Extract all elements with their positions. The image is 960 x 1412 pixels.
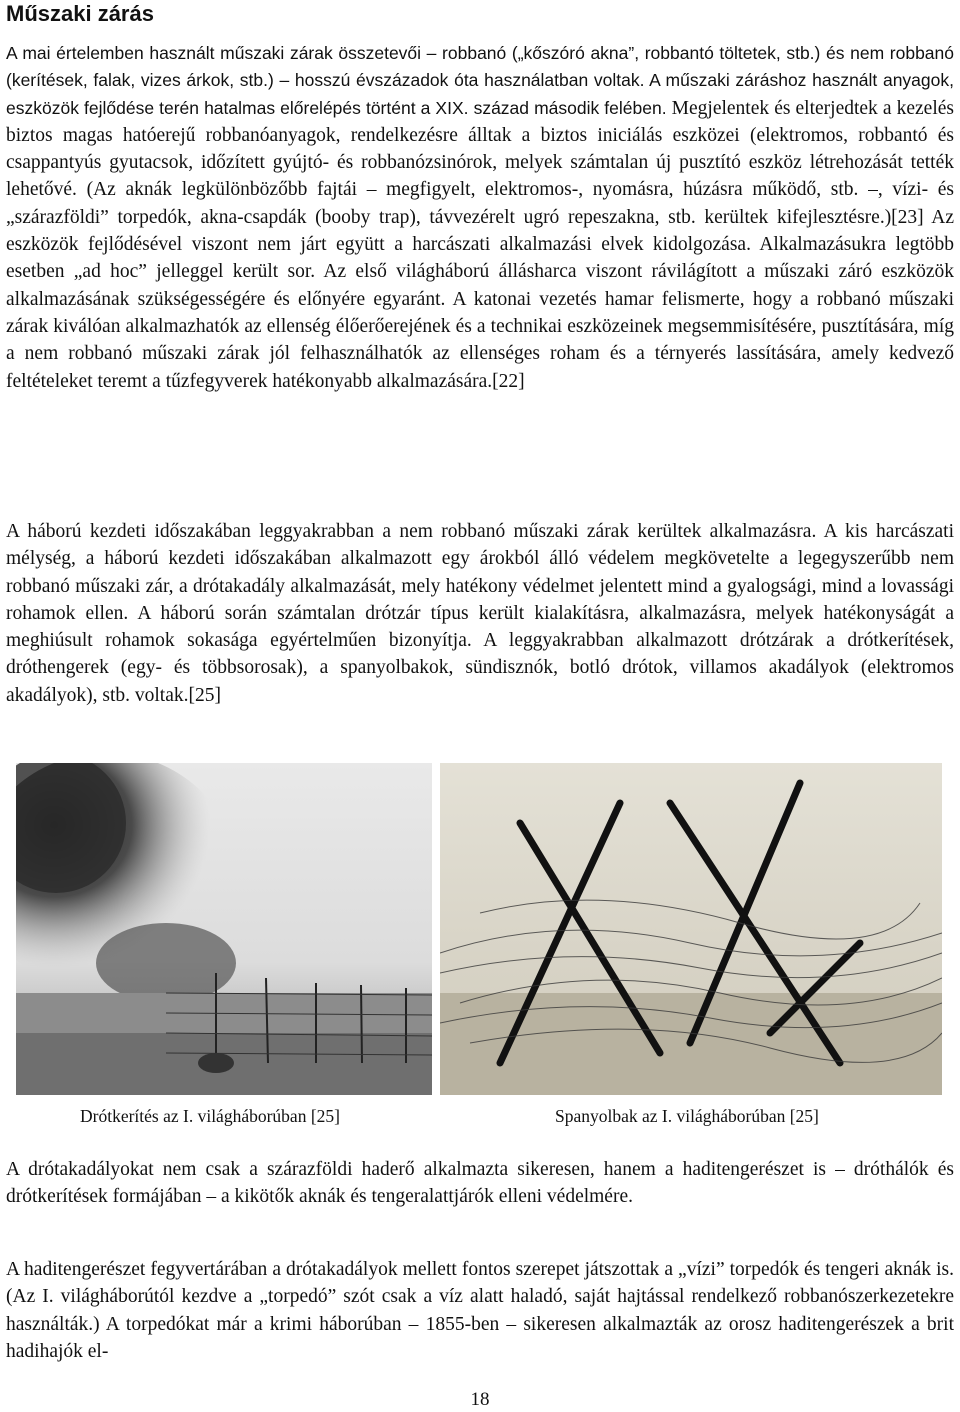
paragraph-1-sans-text: A mai értelemben használt műszaki zárak összetevői – robbanó („kőszóró akna”, robbantó töltetek, stb.) és nem robbanó (kerítések, falak, vizes árkok, stb.) – hosszú évszázadok óta használatban voltak. A műszaki záráshoz használt anyagok, eszközök fejlődése terén hatalmas előrelépés történt a XIX. század második felében. — [6, 43, 954, 118]
figure-caption-left: Drótkerítés az I. világháborúban [25] — [80, 1106, 340, 1126]
paragraph-2-text: A háború kezdeti időszakában leggyakrabban a nem robbanó műszaki zárak kerültek alkalmazásra. A kis harcászati mélység, a háború kezdeti időszakában alkalmazott egy árokból álló védelem megkövetelte a legegyszerűbb nem robbanó műszaki zár, a drótakadály alkalmazását, mely hatékony védelmet jelentett mind a gyalogsági, mind a lovassági rohamok ellen. A háború során számtalan drótzár típus került kialakításra, alkalmazásra, melyek hatékonyságát a meghiúsult rohamok sokasága egyértelműen bizonyítja. A leggyakrabban alkalmazott drótzárak a drótkerítések, dróthengerek (egy- és többsorosak), a spanyolbakok, sündisznók, botló drótok, villamos akadályok (elektromos akadályok), stb. voltak.[25] — [6, 521, 954, 706]
figure-caption-right: Spanyolbak az I. világháborúban [25] — [555, 1106, 819, 1126]
chevaux-de-frise-image — [440, 763, 942, 1095]
paragraph-1-serif-text: Megjelentek és elterjedtek a kezelés biztos magas hatóerejű robbanóanyagok, rendelkezésre álltak a biztos iniciálás eszközei (elektromos, robbantó és csappantyús gyutacsok, időzített gyújtó- és robbanózsinórok, melyek számtalan új pusztító eszköz létrehozását tették lehetővé. (Az aknák legkülönbözőbb fajtái – megfigyelt, elektromos-, nyomásra, húzásra működő, stb. –, vízi- és „szárazföldi” torpedók, akna-csapdák (booby trap), távvezérelt ugró repeszakna, stb. kerültek kifejlesztésre.)[23] Az eszközök fejlődésével viszont nem járt együtt a harcászati alkalmazási elvek kidolgozása. Alkalmazásukra legtöbb esetben „ad hoc” jelleggel került sor. Az első világháború állásharca viszont rávilágított a műszaki záró eszközök alkalmazásának szükségességére és előnyére egyaránt. A katonai vezetés hamar felismerte, hogy a robbanó műszaki zárak kiválóan alkalmazhatók az ellenség élőerőerejének és a technikai eszközeinek megsemmisítésére, pusztítására, míg a nem robbanó műszaki zárak jól felhasználhatók az ellenséges roham és a térnyerés lassítására, amely kedvező feltételeket teremt a tűzfegyverek hatékonyabb alkalmazására.[22] — [6, 97, 954, 392]
paragraph-3-text: A drótakadályokat nem csak a szárazföldi haderő alkalmazta sikeresen, hanem a haditengerészet is – dróthálók és drótkerítések formájában – a kikötők aknák és tengeralattjárók elleni védelmére. — [6, 1159, 954, 1208]
chevaux-de-frise-photo — [440, 763, 942, 1095]
section-heading: Műszaki zárás — [6, 1, 154, 26]
barbed-wire-fence-image — [16, 763, 432, 1095]
barbed-wire-fence-photo — [16, 763, 432, 1095]
page-number: 18 — [470, 1389, 490, 1410]
paragraph-4 — [6, 1256, 954, 1365]
paragraph-1 — [6, 40, 954, 395]
paragraph-2 — [6, 518, 954, 709]
paragraph-3 — [6, 1156, 954, 1211]
paragraph-4-text: A haditengerészet fegyvertárában a drótakadályok mellett fontos szerepet játszottak a „vízi” torpedók és tengeri aknák is. (Az I. világháborútól kezdve a „torpedó” szót csak a víz alatt haladó, saját hajtással rendelkező robbanószerkezetekre használták.) A torpedókat már a krimi háborúban – 1855-ben – sikeresen alkalmazták az orosz haditengerészek a brit hadihajók el- — [6, 1259, 954, 1362]
